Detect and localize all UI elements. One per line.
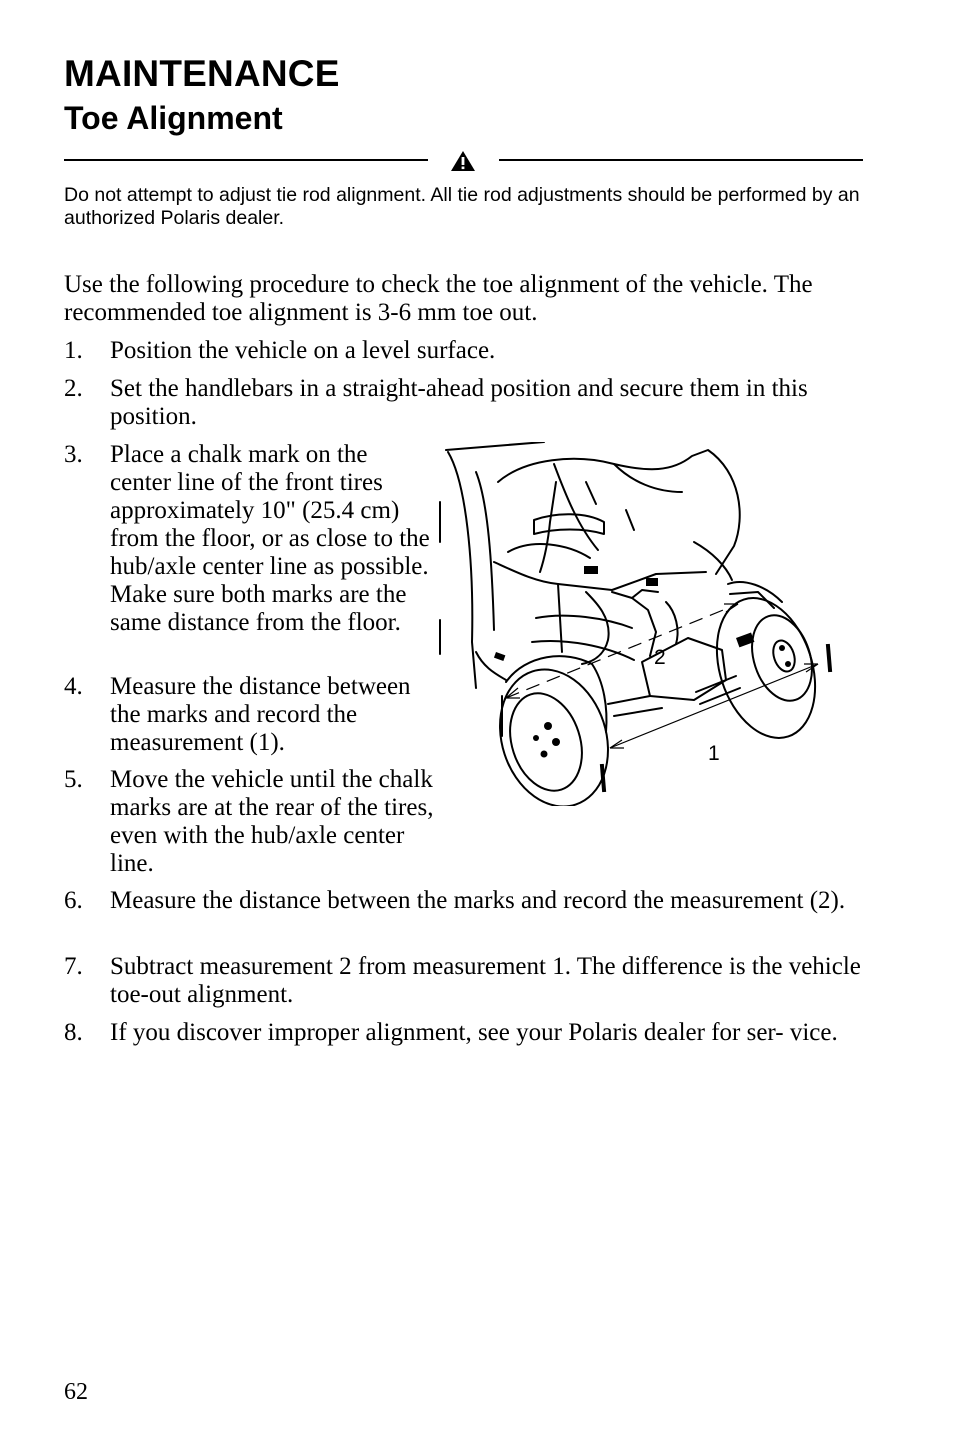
list-item (64, 375, 864, 431)
list-item (64, 337, 864, 365)
step-text: Position the vehicle on a level surface. (110, 337, 496, 364)
intro-paragraph: Use the following procedure to check the toe alignment of the vehicle. The recommended toe alignment is 3-6 mm toe out. (64, 271, 813, 326)
step-text: Set the handlebars in a straight-ahead position and secure them in this position. (110, 375, 808, 430)
list-item (64, 766, 434, 878)
page-number: 62 (64, 1379, 88, 1405)
step-text: Subtract measurement 2 from measurement 1. The difference is the vehicle toe-out alignment. (110, 953, 861, 1008)
warning-text: Do not attempt to adjust tie rod alignment. All tie rod adjustments should be performed by an authorized Polaris dealer. (64, 184, 860, 229)
list-item (64, 953, 864, 1009)
page-title: Toe Alignment (64, 100, 283, 136)
step-text: Move the vehicle until the chalk marks are at the rear of the tires, even with the hub/axle center line. (110, 766, 434, 877)
step-text: Measure the distance between the marks and record the measurement (1). (110, 673, 411, 756)
callout-2: 2 (654, 646, 666, 669)
step-number: 5. (64, 766, 83, 793)
step-number: 1. (64, 337, 83, 364)
warning-rule-right (499, 159, 863, 161)
step-number: 3. (64, 441, 83, 468)
warning-rule-left (64, 159, 428, 161)
section-title: MAINTENANCE (64, 53, 340, 94)
step-number: 8. (64, 1019, 83, 1046)
list-item (64, 441, 434, 637)
step-number: 6. (64, 887, 83, 914)
step-text: Measure the distance between the marks and record the measurement (2). (110, 887, 846, 914)
step-number: 4. (64, 673, 83, 700)
callout-1: 1 (708, 742, 720, 765)
toe-alignment-illustration (436, 442, 876, 806)
list-item (64, 673, 434, 757)
list-item (64, 887, 864, 915)
step-number: 7. (64, 953, 83, 980)
step-text: If you discover improper alignment, see your Polaris dealer for ser- vice. (110, 1019, 838, 1046)
list-item (64, 1019, 864, 1047)
warning-triangle-icon (450, 150, 476, 172)
step-number: 2. (64, 375, 83, 402)
step-text: Place a chalk mark on the center line of the front tires approximately 10" (25.4 cm) from the floor, or as close to the hub/axle center line as possible. Make sure both marks are the same distance from the floor. (110, 441, 430, 636)
